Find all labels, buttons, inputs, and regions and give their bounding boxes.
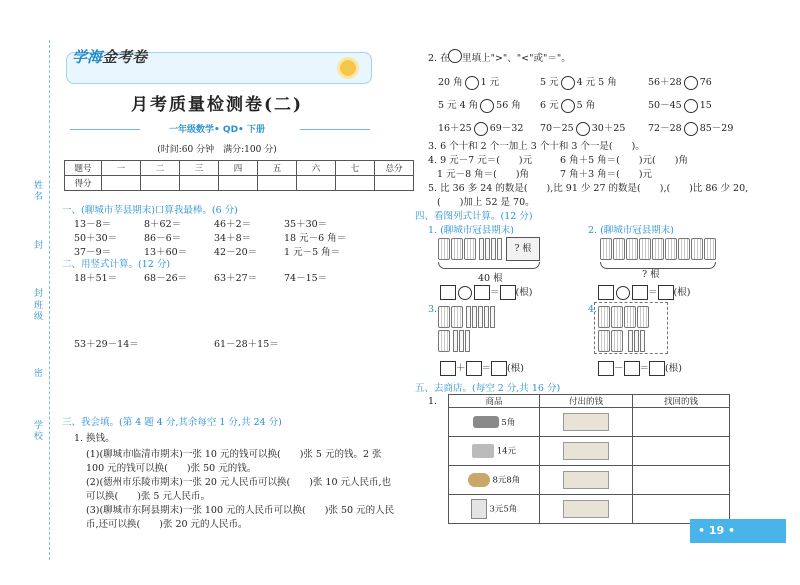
fill-blank-line: (3)(聊城市东阿县期末)一张 100 元的人民币可以换( )张 50 元的人民 [86, 505, 395, 516]
score-cell: 二 [141, 161, 180, 176]
sun-icon [340, 60, 356, 76]
fill-blank-line: 可以换( )张 5 元人民币。 [86, 491, 210, 502]
banknote-icon [563, 442, 609, 460]
compare-item: 20 角 1 元 [438, 77, 500, 88]
page-subtitle: 一年级数学• QD• 下册 [169, 125, 265, 135]
question-4b: 6 角＋5 角＝( )元( )角 [560, 155, 688, 166]
section5-heading: 五、去商店。(每空 2 分,共 16 分) [415, 383, 561, 394]
paid-cell [540, 495, 633, 524]
compare-item: 72－28 85－29 [648, 123, 734, 134]
stick-bundle-icon [438, 330, 450, 352]
stick-icon [491, 238, 496, 260]
brand-logo: 学海金考卷 [72, 48, 148, 66]
seal-mark-3: 密 [32, 368, 42, 379]
stick-bundle-icon [637, 306, 649, 328]
answer-box[interactable] [649, 361, 665, 376]
section3-heading: 三、我会填。(第 4 题 4 分,其余每空 1 分,共 24 分) [62, 417, 282, 428]
change-input[interactable] [633, 466, 730, 495]
brace-icon [600, 262, 716, 269]
compare-item: 70－25 30＋25 [540, 123, 626, 134]
question-4d: 7 角＋3 角＝( )元 [560, 169, 653, 180]
stick-icon [634, 330, 639, 352]
mental-math-item: 42－20＝ [214, 247, 258, 258]
stick-bundle-icon [598, 330, 610, 352]
mental-math-item: 46＋2＝ [214, 219, 252, 230]
change-input[interactable] [633, 408, 730, 437]
stick-icon [640, 330, 645, 352]
fill-blank-line: (1)(聊城市临清市期末)一张 10 元的钱可以换( )张 5 元的钱。2 张 [86, 449, 382, 460]
score-cell: 五 [258, 161, 297, 176]
score-header-row [65, 161, 414, 176]
score-cell: 得分 [65, 176, 102, 191]
score-table [64, 160, 414, 191]
paid-cell [540, 408, 633, 437]
mental-math-item: 50＋30＝ [74, 233, 118, 244]
compare-item: 5 元 4 元 5 角 [540, 77, 617, 88]
page-number: • 19 • [690, 519, 786, 543]
score-input[interactable] [219, 176, 258, 191]
stick-bundle-icon [438, 306, 450, 328]
operator-circle[interactable] [458, 286, 472, 300]
seal-mark: 封 [32, 240, 42, 251]
mental-math-item: 18 元－6 角＝ [284, 233, 347, 244]
score-input[interactable] [180, 176, 219, 191]
table-row [449, 408, 730, 437]
stick-bundle-icon [598, 306, 610, 328]
stick-bundle-icon [451, 238, 463, 260]
question-4a: 4. 9 元－7 元＝( )元 [428, 155, 533, 166]
score-input[interactable] [102, 176, 141, 191]
question-5-cont: ( )加上 52 是 70。 [437, 197, 535, 208]
column-header: 付出的钱 [540, 395, 633, 408]
milk-carton-icon [471, 499, 487, 519]
score-cell: 四 [219, 161, 258, 176]
answer-equation-3: ＋ ＝ (根) [440, 360, 524, 376]
product-cell: 8元8角 [449, 466, 540, 495]
product-cell: 5角 [449, 408, 540, 437]
stick-bundle-icon [704, 238, 716, 260]
score-input[interactable] [297, 176, 336, 191]
vertical-calc-item: 68－26＝ [144, 273, 188, 284]
hamburger-icon [468, 473, 490, 487]
answer-equation-2: ＝ (根) [598, 284, 690, 300]
banknote-icon [563, 413, 609, 431]
answer-box[interactable] [598, 361, 614, 376]
stick-icon [497, 238, 502, 260]
stick-bundle-icon [611, 306, 623, 328]
answer-box[interactable] [491, 361, 507, 376]
table-row [449, 495, 730, 524]
time-info: (时间:60 分钟 满分:100 分) [157, 145, 277, 155]
stick-icon [484, 306, 489, 328]
brace-icon [438, 262, 540, 269]
stick-icon [490, 306, 495, 328]
question-2-prompt: 2. 在 里填上">"、"<"或"＝"。 [428, 53, 571, 64]
banknote-icon [563, 500, 609, 518]
stick-bundle-icon [624, 306, 636, 328]
product-cell: 3元5角 [449, 495, 540, 524]
page-title: 月考质量检测卷(二) [130, 95, 304, 115]
score-input[interactable] [375, 176, 414, 191]
stick-bundle-icon [678, 238, 690, 260]
mental-math-item: 37－9＝ [74, 247, 112, 258]
question-label: 1. [428, 396, 438, 407]
mental-math-item: 35＋30＝ [284, 219, 328, 230]
score-cell: 总分 [375, 161, 414, 176]
stick-bundle-icon [438, 238, 450, 260]
score-input[interactable] [336, 176, 375, 191]
hidden-sticks-box-icon: ? 根 [506, 237, 540, 261]
score-cell: 题号 [65, 161, 102, 176]
question-3: 3. 6 个十和 2 个一加上 3 个十和 3 个一是( )。 [428, 141, 645, 152]
stick-bundle-icon [613, 238, 625, 260]
question-label: 1. 换钱。 [74, 433, 115, 444]
paid-cell [540, 466, 633, 495]
fill-blank-line: (2)(德州市乐陵市期末)一张 20 元人民币可以换( )张 10 元人民币,也 [86, 477, 392, 488]
shop-table [448, 394, 730, 524]
question-4c: 1 元－8 角＝( )角 [437, 169, 530, 180]
school-label: 学校 [32, 420, 42, 442]
section1-heading: 一、(聊城市莘县期末)口算我最棒。(6 分) [62, 205, 238, 216]
stick-icon [628, 330, 633, 352]
answer-box[interactable] [658, 285, 674, 300]
question-5: 5. 比 36 多 24 的数是( ),比 91 少 27 的数是( ),( )比 86 少 20, [428, 183, 749, 194]
table-row [449, 466, 730, 495]
fill-blank-line: 100 元的钱可以换( )张 50 元的钱。 [86, 463, 257, 474]
stick-icon [466, 306, 471, 328]
mental-math-item: 1 元－5 角＝ [284, 247, 341, 258]
mental-math-item: 34＋8＝ [214, 233, 252, 244]
score-input-row [65, 176, 414, 191]
operator-circle[interactable] [616, 286, 630, 300]
compare-item: 56＋28 76 [648, 77, 712, 88]
stick-bundle-icon [451, 306, 463, 328]
score-input[interactable] [258, 176, 297, 191]
stick-icon [479, 238, 484, 260]
toy-bus-icon [472, 444, 494, 458]
answer-equation-4: － ＝ (根) [598, 360, 682, 376]
answer-box[interactable] [598, 285, 614, 300]
stick-bundle-icon [464, 238, 476, 260]
answer-box[interactable] [632, 285, 648, 300]
compare-item: 16＋25 69－32 [438, 123, 524, 134]
mental-math-item: 13＋60＝ [144, 247, 188, 258]
class-label: 班级 [32, 300, 42, 322]
banknote-icon [563, 471, 609, 489]
section4-heading: 四、看图列式计算。(12 分) [415, 211, 533, 222]
answer-box[interactable] [440, 361, 456, 376]
table-row [449, 437, 730, 466]
stick-bundle-icon [691, 238, 703, 260]
stick-bundle-icon [600, 238, 612, 260]
stick-icon [465, 330, 470, 352]
vertical-calc-item: 63＋27＝ [214, 273, 258, 284]
stick-bundle-icon [652, 238, 664, 260]
answer-box[interactable] [474, 285, 490, 300]
change-input[interactable] [633, 437, 730, 466]
mental-math-item: 86－6＝ [144, 233, 182, 244]
vertical-calc-item: 74－15＝ [284, 273, 328, 284]
compare-item: 5 元 4 角 56 角 [438, 100, 521, 111]
score-cell: 三 [180, 161, 219, 176]
stick-bundle-icon [665, 238, 677, 260]
mental-math-item: 8＋62＝ [144, 219, 182, 230]
stick-bundle-icon [639, 238, 651, 260]
picture-problem-1-label: 1. (聊城市冠县期末) [428, 225, 514, 236]
unknown-label: ? 根 [642, 269, 660, 280]
picture-problem-2-label: 2. (聊城市冠县期末) [588, 225, 674, 236]
paid-cell [540, 437, 633, 466]
stick-icon [478, 306, 483, 328]
binding-line [49, 40, 50, 560]
stick-bundle-icon [626, 238, 638, 260]
stick-icon [485, 238, 490, 260]
name-label: 姓名 [32, 180, 42, 202]
picture-problem-4-label: 4. [588, 304, 598, 315]
compare-item: 50－45 15 [648, 100, 712, 111]
vertical-calc-item: 18＋51＝ [74, 273, 118, 284]
seal-mark-2: 封 [32, 288, 42, 299]
toy-tank-icon [473, 416, 499, 428]
score-cell: 一 [102, 161, 141, 176]
answer-box[interactable] [466, 361, 482, 376]
score-input[interactable] [141, 176, 180, 191]
answer-box[interactable] [500, 285, 516, 300]
score-cell: 七 [336, 161, 375, 176]
vertical-calc-item: 53＋29－14＝ [74, 339, 139, 350]
score-cell: 六 [297, 161, 336, 176]
mental-math-item: 13－8＝ [74, 219, 112, 230]
answer-box[interactable] [440, 285, 456, 300]
stick-icon [459, 330, 464, 352]
blank-circle-icon [448, 49, 462, 63]
product-cell: 14元 [449, 437, 540, 466]
picture-problem-3-label: 3. [428, 304, 438, 315]
stick-icon [453, 330, 458, 352]
compare-item: 6 元 5 角 [540, 100, 596, 111]
section2-heading: 二、用竖式计算。(12 分) [62, 259, 171, 270]
answer-equation-1: ＝ (根) [440, 284, 532, 300]
answer-box[interactable] [624, 361, 640, 376]
vertical-calc-item: 61－28＋15＝ [214, 339, 279, 350]
column-header: 商品 [449, 395, 540, 408]
fill-blank-line: 币,还可以换( )张 20 元的人民币。 [86, 519, 248, 530]
shop-header-row [449, 395, 730, 408]
column-header: 找回的钱 [633, 395, 730, 408]
stick-bundle-icon [611, 330, 623, 352]
stick-icon [472, 306, 477, 328]
total-label: 40 根 [478, 273, 503, 284]
